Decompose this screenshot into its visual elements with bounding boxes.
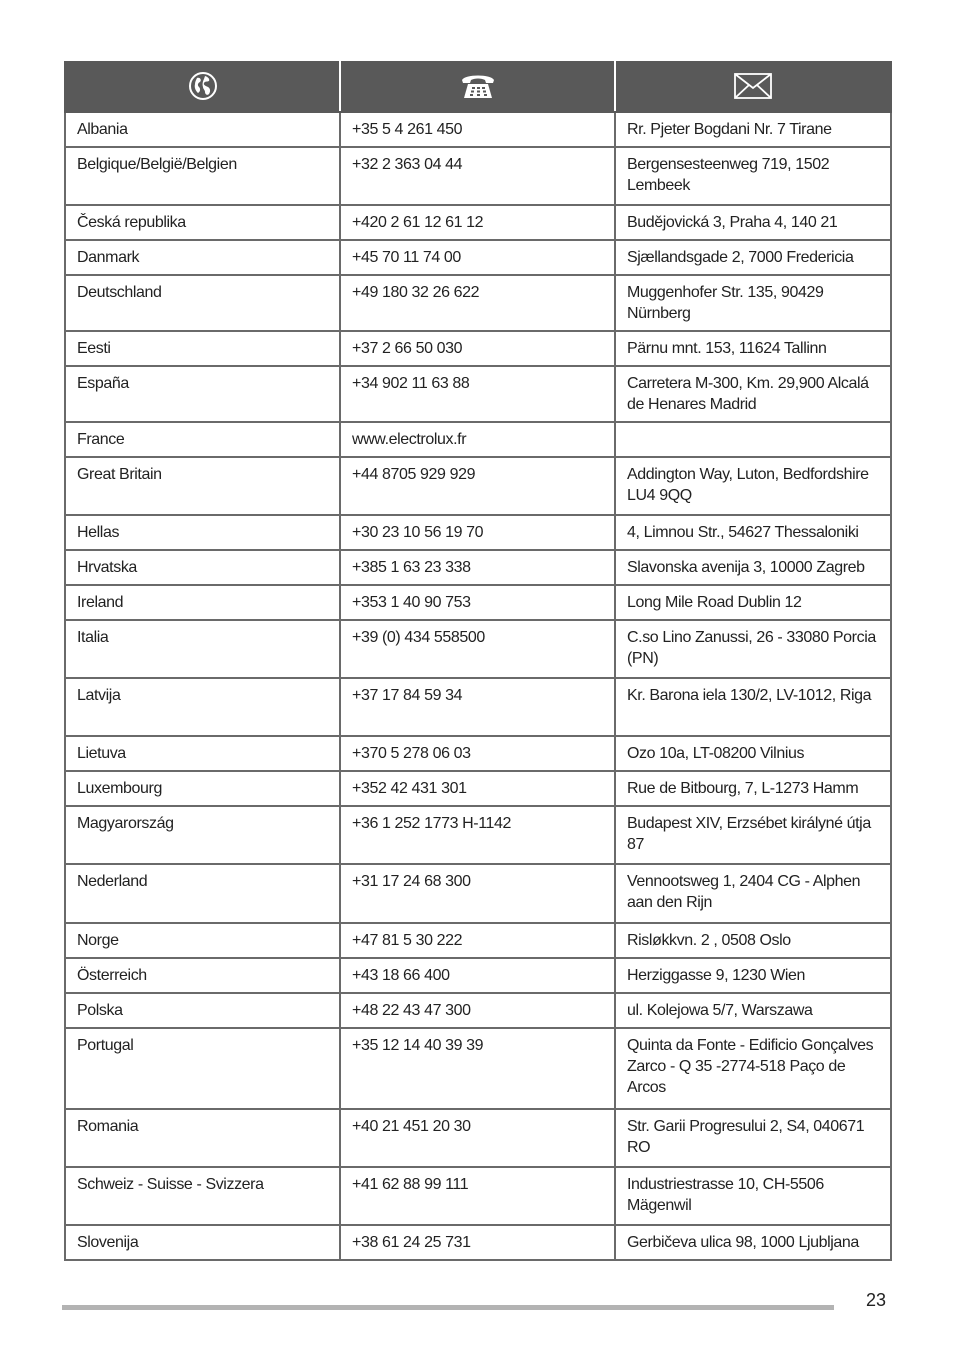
table-row [65,366,891,422]
phone-cell: +45 70 11 74 00 [340,240,615,275]
address-cell: Bergensesteenweg 719, 1502 Lembeek [615,147,891,205]
phone-cell: +353 1 40 90 753 [340,585,615,620]
country-cell: Polska [65,993,340,1028]
country-cell: Österreich [65,958,340,993]
globe-icon [66,71,339,101]
phone-cell: +41 62 88 99 111 [340,1167,615,1225]
table-row [65,457,891,515]
address-cell: Gerbičeva ulica 98, 1000 Ljubljana [615,1225,891,1260]
country-cell: Slovenija [65,1225,340,1260]
phone-cell: +32 2 363 04 44 [340,147,615,205]
phone-cell: +35 5 4 261 450 [340,112,615,147]
country-cell: Italia [65,620,340,678]
country-cell: Ireland [65,585,340,620]
phone-cell: +49 180 32 26 622 [340,275,615,331]
address-cell: Str. Garii Progresului 2, S4, 040671 RO [615,1109,891,1167]
phone-cell: +37 2 66 50 030 [340,331,615,366]
address-cell: Sjællandsgade 2, 7000 Fredericia [615,240,891,275]
phone-cell: +44 8705 929 929 [340,457,615,515]
footer-rule [62,1305,834,1310]
address-cell: 4, Limnou Str., 54627 Thessaloniki [615,515,891,550]
phone-cell: +370 5 278 06 03 [340,736,615,771]
table-row [65,240,891,275]
phone-cell: +34 902 11 63 88 [340,366,615,422]
country-cell: Portugal [65,1028,340,1109]
country-cell: Česká republika [65,205,340,240]
table-row [65,678,891,736]
country-cell: Latvija [65,678,340,736]
table-row [65,1109,891,1167]
country-cell: España [65,366,340,422]
table-row [65,275,891,331]
table-row [65,422,891,457]
country-cell: Luxembourg [65,771,340,806]
phone-cell: +48 22 43 47 300 [340,993,615,1028]
address-cell: Muggenhofer Str. 135, 90429 Nürnberg [615,275,891,331]
address-cell: Slavonska avenija 3, 10000 Zagreb [615,550,891,585]
address-cell: Kr. Barona iela 130/2, LV-1012, Riga [615,678,891,736]
address-column-header [615,61,891,112]
table-row [65,515,891,550]
table-row [65,147,891,205]
country-cell: Belgique/België/Belgien [65,147,340,205]
service-contacts-table [64,61,892,1261]
phone-cell: +36 1 252 1773 H-1142 [340,806,615,864]
phone-column-header [340,61,615,112]
table-row [65,736,891,771]
table-row [65,993,891,1028]
table-row [65,1167,891,1225]
country-cell: Danmark [65,240,340,275]
phone-cell: +30 23 10 56 19 70 [340,515,615,550]
phone-icon [341,71,614,101]
page-number: 23 [866,1290,887,1310]
address-cell: Carretera M-300, Km. 29,900 Alcalá de Henares Madrid [615,366,891,422]
country-cell: Norge [65,923,340,958]
phone-cell: +385 1 63 23 338 [340,550,615,585]
phone-cell: www.electrolux.fr [340,422,615,457]
country-cell: Romania [65,1109,340,1167]
address-cell [615,422,891,457]
address-cell: Pärnu mnt. 153, 11624 Tallinn [615,331,891,366]
table-row [65,1028,891,1109]
address-cell: Addington Way, Luton, Bedfordshire LU4 9QQ [615,457,891,515]
table-header-row [65,61,891,112]
country-cell: Nederland [65,864,340,923]
address-cell: Rue de Bitbourg, 7, L-1273 Hamm [615,771,891,806]
table-row [65,864,891,923]
phone-cell: +43 18 66 400 [340,958,615,993]
address-cell: C.so Lino Zanussi, 26 - 33080 Porcia (PN) [615,620,891,678]
table-row [65,112,891,147]
table-row [65,550,891,585]
country-cell: Lietuva [65,736,340,771]
country-cell: Schweiz - Suisse - Svizzera [65,1167,340,1225]
table-row [65,205,891,240]
address-cell: Budějovická 3, Praha 4, 140 21 [615,205,891,240]
country-cell: Eesti [65,331,340,366]
address-cell: Rr. Pjeter Bogdani Nr. 7 Tirane [615,112,891,147]
country-cell: Magyarország [65,806,340,864]
country-column-header [65,61,340,112]
phone-cell: +35 12 14 40 39 39 [340,1028,615,1109]
table-row [65,1225,891,1260]
address-cell: Ozo 10a, LT-08200 Vilnius [615,736,891,771]
table-row [65,620,891,678]
phone-cell: +40 21 451 20 30 [340,1109,615,1167]
address-cell: Budapest XIV, Erzsébet királyné útja 87 [615,806,891,864]
table-row [65,585,891,620]
table-row [65,923,891,958]
envelope-icon [616,71,890,101]
country-cell: France [65,422,340,457]
country-cell: Great Britain [65,457,340,515]
country-cell: Albania [65,112,340,147]
phone-cell: +39 (0) 434 558500 [340,620,615,678]
table-row [65,771,891,806]
address-cell: Industriestrasse 10, CH-5506 Mägenwil [615,1167,891,1225]
phone-cell: +38 61 24 25 731 [340,1225,615,1260]
country-cell: Deutschland [65,275,340,331]
address-cell: ul. Kolejowa 5/7, Warszawa [615,993,891,1028]
phone-cell: +31 17 24 68 300 [340,864,615,923]
address-cell: Herziggasse 9, 1230 Wien [615,958,891,993]
address-cell: Risløkkvn. 2 , 0508 Oslo [615,923,891,958]
table-row [65,331,891,366]
phone-cell: +420 2 61 12 61 12 [340,205,615,240]
address-cell: Quinta da Fonte - Edificio Gonçalves Zarco - Q 35 -2774-518 Paço de Arcos [615,1028,891,1109]
phone-cell: +37 17 84 59 34 [340,678,615,736]
address-cell: Long Mile Road Dublin 12 [615,585,891,620]
table-row [65,806,891,864]
phone-cell: +47 81 5 30 222 [340,923,615,958]
address-cell: Vennootsweg 1, 2404 CG - Alphen aan den Rijn [615,864,891,923]
table-row [65,958,891,993]
phone-cell: +352 42 431 301 [340,771,615,806]
country-cell: Hrvatska [65,550,340,585]
country-cell: Hellas [65,515,340,550]
